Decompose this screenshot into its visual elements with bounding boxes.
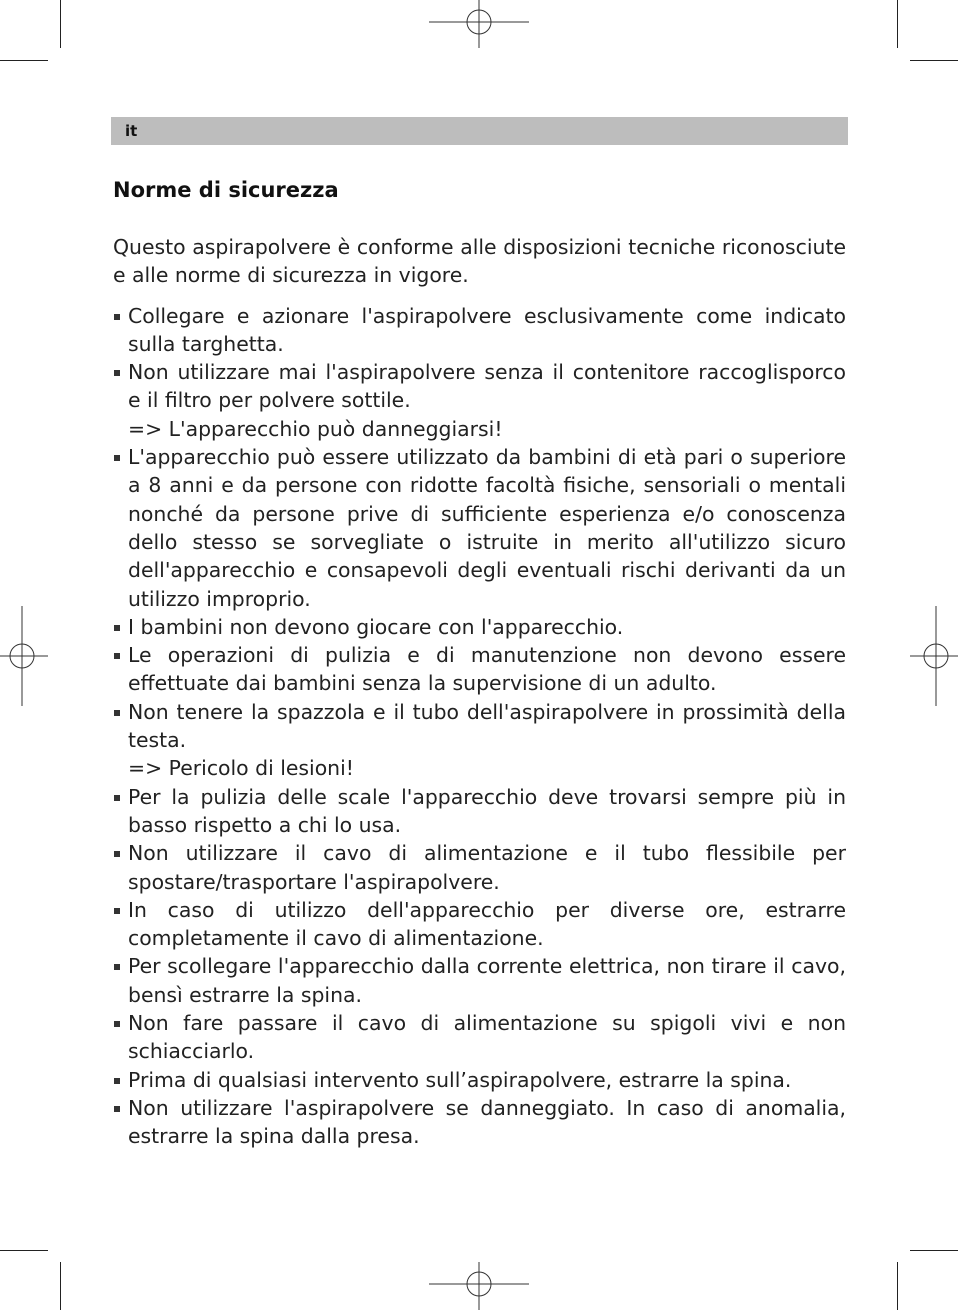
list-item [113,1094,846,1151]
safety-section [113,233,846,1151]
list-item [113,613,846,641]
list-item-text: Le operazioni di pulizia e di manutenzione non devono essere effettuate dai bambini senza la supervisione di un adulto. [128,643,846,696]
list-item [113,302,846,359]
list-item [113,839,846,896]
list-item-text: Non fare passare il cavo di alimentazione su spigoli vivi e non schiacciarlo. [128,1011,846,1064]
bullet-square-icon [114,908,120,914]
crop-mark-top-right-vertical [897,0,898,48]
bullet-square-icon [114,851,120,857]
bullet-square-icon [114,455,120,461]
bullet-square-icon [114,1021,120,1027]
registration-mark-top [429,0,529,48]
bullet-square-icon [114,795,120,801]
language-code: it [125,122,138,140]
language-header-bar [111,117,848,145]
crop-mark-bottom-right-horizontal [910,1250,958,1251]
intro-paragraph: Questo aspirapolvere è conforme alle disposizioni tecniche riconosciute e alle norme di sicurezza in vigore. [113,235,846,288]
safety-list [113,302,846,1151]
section-title: Norme di sicurezza [113,178,339,202]
bullet-square-icon [114,370,120,376]
crop-mark-top-left-horizontal [0,60,48,61]
list-item [113,1009,846,1066]
bullet-square-icon [114,1106,120,1112]
bullet-square-icon [114,653,120,659]
list-item-text: Prima di qualsiasi intervento sull’aspirapolvere, estrarre la spina. [128,1067,792,1092]
bullet-square-icon [114,1078,120,1084]
list-item [113,358,846,443]
crop-mark-top-left-vertical [60,0,61,48]
list-item [113,443,846,613]
list-item [113,698,846,783]
list-item [113,952,846,1009]
list-item [113,1066,846,1094]
list-item-text: Non utilizzare il cavo di alimentazione e il tubo flessibile per spostare/trasportare l'aspirapolvere. [128,841,846,894]
registration-mark-right [910,606,958,706]
bullet-square-icon [114,314,120,320]
crop-mark-bottom-left-vertical [60,1262,61,1310]
list-item-text: Non utilizzare l'aspirapolvere se danneggiato. In caso di anomalia, estrarre la spina dalla presa. [128,1095,846,1149]
bullet-square-icon [114,625,120,631]
list-item-text: Per scollegare l'apparecchio dalla corrente elettrica, non tirare il cavo, bensì estrarre la spina. [128,954,846,1007]
list-item-text: L'apparecchio può essere utilizzato da bambini di età pari o superiore a 8 anni e da persone con ridotte facoltà fisiche, sensoriali o mentali nonché da persone prive di sufficiente esperienza e/o conoscenza dello stesso se sorvegliate o istruite in merito all'utilizzo sicuro dell'apparecchio e consapevoli degli eventuali rischi derivanti da un utilizzo improprio. [128,445,846,611]
bullet-square-icon [114,964,120,970]
list-item [113,641,846,698]
list-item-text: Collegare e azionare l'aspirapolvere esclusivamente come indicato sulla targhetta. [128,303,846,356]
crop-mark-bottom-right-vertical [897,1262,898,1310]
list-item [113,896,846,953]
registration-mark-bottom [429,1262,529,1310]
list-item-text: I bambini non devono giocare con l'apparecchio. [128,614,624,639]
crop-mark-bottom-left-horizontal [0,1250,48,1251]
list-item-warning-note: => L'apparecchio può danneggiarsi! [128,416,503,441]
bullet-square-icon [114,710,120,716]
list-item-text: Per la pulizia delle scale l'apparecchio deve trovarsi sempre più in basso rispetto a chi lo usa. [128,784,846,837]
list-item-text: Non tenere la spazzola e il tubo dell'aspirapolvere in prossimità della testa. [128,699,846,753]
list-item-text: In caso di utilizzo dell'apparecchio per diverse ore, estrarre completamente il cavo di alimentazione. [128,897,846,951]
list-item-warning-note: => Pericolo di lesioni! [128,756,354,781]
list-item-text: Non utilizzare mai l'aspirapolvere senza il contenitore raccoglisporco e il filtro per polvere sottile. [128,360,846,413]
list-item [113,783,846,840]
crop-mark-top-right-horizontal [910,60,958,61]
registration-mark-left [0,606,48,706]
